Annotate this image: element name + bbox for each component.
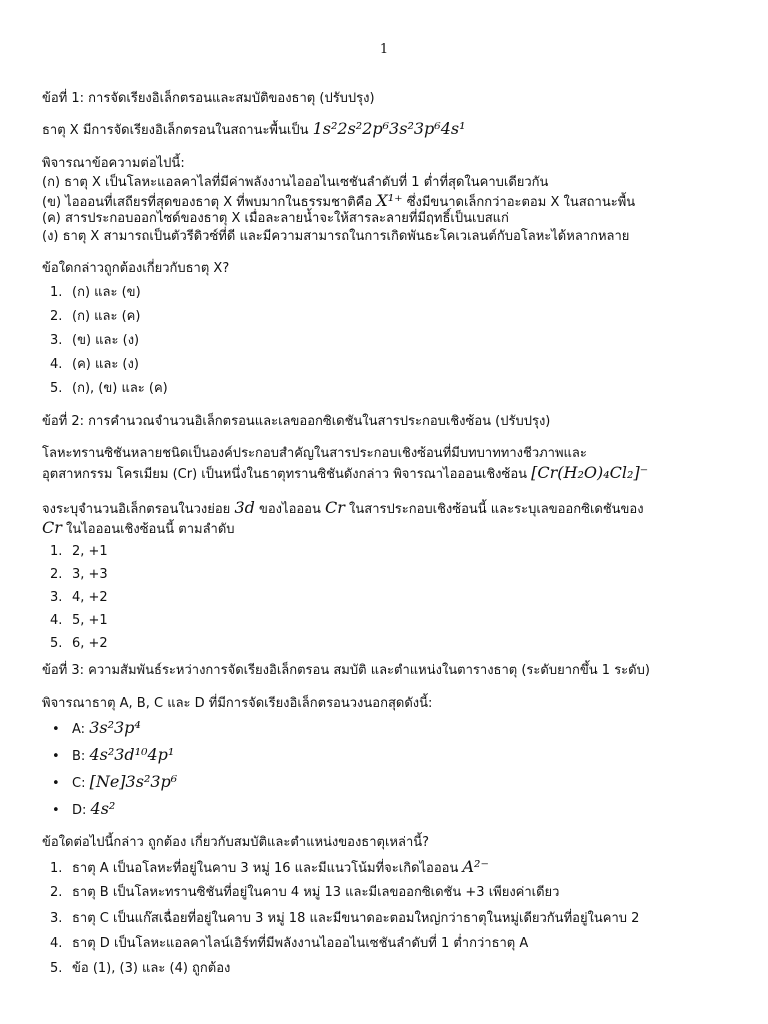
q2-cr-symbol-2: Cr bbox=[42, 518, 62, 537]
q3-element-d: • D: 4s² bbox=[52, 799, 116, 818]
q3-element-c: • C: [Ne]3s²3p⁶ bbox=[52, 772, 178, 791]
q3-question: ข้อใดต่อไปนี้กล่าว ถูกต้อง เกี่ยวกับสมบัติและตำแหน่งของธาตุเหล่านี้? bbox=[42, 835, 430, 850]
q1-option-3[interactable]: 3. (ข) และ (ง) bbox=[50, 333, 140, 348]
q3-element-b: • B: 4s²3d¹⁰4p¹ bbox=[52, 745, 175, 764]
q1-option-5[interactable]: 5. (ก), (ข) และ (ค) bbox=[50, 381, 168, 396]
q1-question: ข้อใดกล่าวถูกต้องเกี่ยวกับธาตุ X? bbox=[42, 261, 230, 276]
q1-option-4[interactable]: 4. (ค) และ (ง) bbox=[50, 357, 139, 372]
q2-orbital: 3d bbox=[234, 498, 255, 517]
q3-ion-formula: A²⁻ bbox=[462, 857, 489, 876]
q1-title: ข้อที่ 1: การจัดเรียงอิเล็กตรอนและสมบัติของธาตุ (ปรับปรุง) bbox=[42, 91, 375, 106]
q2-complex-formula: [Cr(H₂O)₄Cl₂]⁻ bbox=[531, 463, 649, 482]
q1-option-2[interactable]: 2. (ก) และ (ค) bbox=[50, 309, 141, 324]
q2-para-line2: อุตสาหกรรม โครเมียม (Cr) เป็นหนึ่งในธาตุทรานซิชันดังกล่าว พิจารณาไอออนเชิงซ้อน [Cr(H₂O)₄Cl₂]⁻ bbox=[42, 463, 649, 482]
q1-statement-a: (ก) ธาตุ X เป็นโลหะแอลคาไลที่มีค่าพลังงานไอออไนเซชันลำดับที่ 1 ต่ำที่สุดในคาบเดียวกัน bbox=[42, 175, 549, 190]
q1-statement-c: (ค) สารประกอบออกไซด์ของธาตุ X เมื่อละลายน้ำจะให้สารละลายที่มีฤทธิ์เป็นเบสแก่ bbox=[42, 211, 509, 226]
q1-statement-d: (ง) ธาตุ X สามารถเป็นตัวรีดิวซ์ที่ดี และมีความสามารถในการเกิดพันธะโคเวเลนต์กับอโลหะได้หลากหลาย bbox=[42, 229, 630, 244]
q2-option-3[interactable]: 3. 4, +2 bbox=[50, 590, 108, 605]
q1-statement-b: (ข) ไอออนที่เสถียรที่สุดของธาตุ X ที่พบมากในธรรมชาติคือ X¹⁺ ซึ่งมีขนาดเล็กกว่าอะตอม X ในสถานะพื้น bbox=[42, 191, 636, 210]
q2-option-1[interactable]: 1. 2, +1 bbox=[50, 544, 108, 559]
q1-option-1[interactable]: 1. (ก) และ (ข) bbox=[50, 285, 141, 300]
q3-title: ข้อที่ 3: ความสัมพันธ์ระหว่างการจัดเรียงอิเล็กตรอน สมบัติ และตำแหน่งในตารางธาตุ (ระดับยากขึ้น 1 ระดับ) bbox=[42, 663, 650, 678]
q3-option-3[interactable]: 3. ธาตุ C เป็นแก๊สเฉื่อยที่อยู่ในคาบ 3 หมู่ 18 และมีขนาดอะตอมใหญ่กว่าธาตุในหมู่เดียวกันที่อยู่ในคาบ 2 bbox=[50, 911, 640, 926]
q3-option-1[interactable]: 1. ธาตุ A เป็นอโลหะที่อยู่ในคาบ 3 หมู่ 16 และมีแนวโน้มที่จะเกิดไอออน A²⁻ bbox=[50, 857, 489, 876]
page-number: 1 bbox=[379, 42, 389, 57]
q1-config-formula: 1s²2s²2p⁶3s²3p⁶4s¹ bbox=[312, 119, 466, 138]
q2-ask-line2: Cr ในไอออนเชิงซ้อนนี้ ตามลำดับ bbox=[42, 518, 235, 537]
q3-option-2[interactable]: 2. ธาตุ B เป็นโลหะทรานซิชันที่อยู่ในคาบ 4 หมู่ 13 และมีเลขออกซิเดชัน +3 เพียงค่าเดียว bbox=[50, 885, 560, 900]
q1-stem: ธาตุ X มีการจัดเรียงอิเล็กตรอนในสถานะพื้นเป็น 1s²2s²2p⁶3s²3p⁶4s¹ bbox=[42, 119, 466, 138]
q2-cr-symbol: Cr bbox=[325, 498, 345, 517]
q2-ask-line1: จงระบุจำนวนอิเล็กตรอนในวงย่อย 3d ของไอออน Cr ในสารประกอบเชิงซ้อนนี้ และระบุเลขออกซิเดชันของ bbox=[42, 498, 644, 517]
q3-consider: พิจารณาธาตุ A, B, C และ D ที่มีการจัดเรียงอิเล็กตรอนวงนอกสุดดังนี้: bbox=[42, 696, 433, 711]
q2-option-2[interactable]: 2. 3, +3 bbox=[50, 567, 108, 582]
q3-option-4[interactable]: 4. ธาตุ D เป็นโลหะแอลคาไลน์เอิร์ทที่มีพลังงานไอออไนเซชันลำดับที่ 1 ต่ำกว่าธาตุ A bbox=[50, 936, 529, 951]
q1-consider: พิจารณาข้อความต่อไปนี้: bbox=[42, 156, 185, 171]
q2-para-line1: โลหะทรานซิชันหลายชนิดเป็นองค์ประกอบสำคัญในสารประกอบเชิงซ้อนที่มีบทบาททางชีวภาพและ bbox=[42, 446, 587, 461]
q2-option-5[interactable]: 5. 6, +2 bbox=[50, 636, 108, 651]
q3-option-5[interactable]: 5. ข้อ (1), (3) และ (4) ถูกต้อง bbox=[50, 961, 231, 976]
q2-title: ข้อที่ 2: การคำนวณจำนวนอิเล็กตรอนและเลขออกซิเดชันในสารประกอบเชิงซ้อน (ปรับปรุง) bbox=[42, 414, 551, 429]
q1-ion-formula: X¹⁺ bbox=[376, 191, 403, 210]
q2-option-4[interactable]: 4. 5, +1 bbox=[50, 613, 108, 628]
q3-element-a: • A: 3s²3p⁴ bbox=[52, 718, 141, 737]
